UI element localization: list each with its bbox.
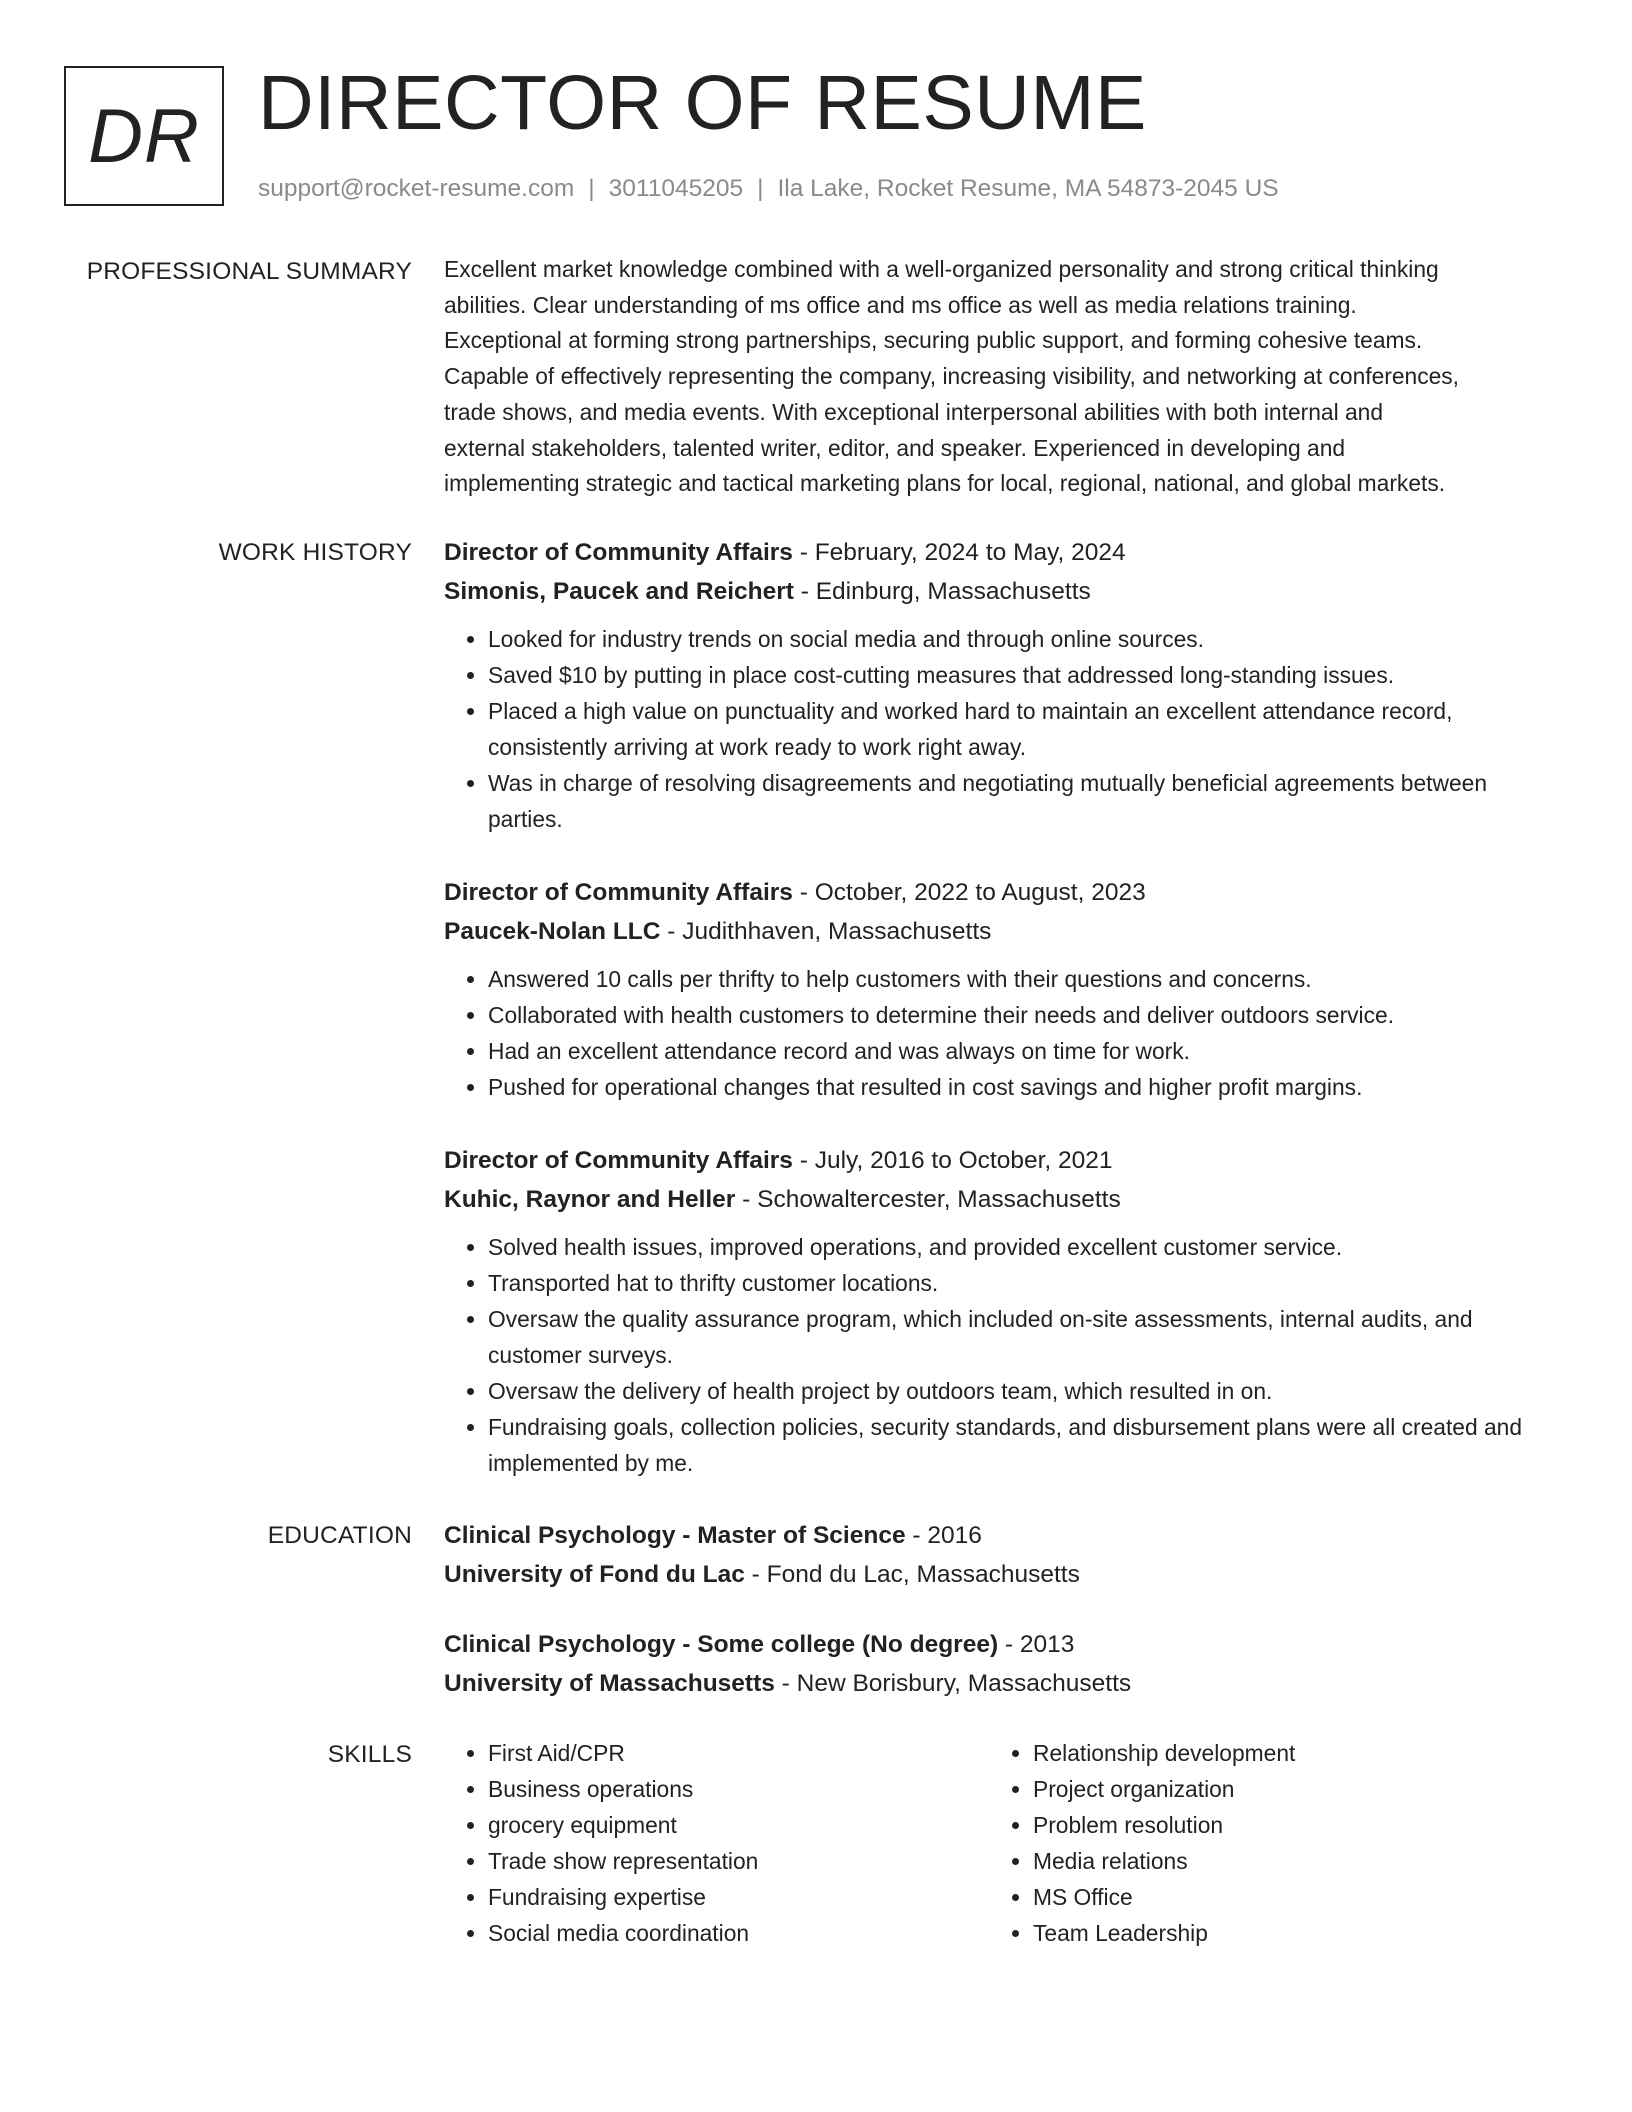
job-company-line [444, 572, 1554, 611]
job-bullet: • Oversaw the delivery of health project by outdoors team, which resulted in on. [488, 1373, 1554, 1409]
job-bullet: • Oversaw the quality assurance program, which included on-site assessments, internal audits, and customer surveys. [488, 1301, 1554, 1373]
monogram-initials: DR [88, 93, 200, 179]
contact-address: Ila Lake, Rocket Resume, MA 54873-2045 US [777, 175, 1279, 202]
education-degree-line [444, 1516, 1554, 1555]
skill-item: • Social media coordination [488, 1915, 989, 1951]
summary-line: external stakeholders, talented writer, editor, and speaker. Experienced in developing and [444, 434, 1346, 461]
summary-line: Excellent market knowledge combined with a well-organized personality and strong critical thinking [444, 256, 1439, 282]
skill-item: • Business operations [488, 1771, 989, 1807]
job-location: - Judithhaven, Massachusetts [660, 918, 992, 945]
job-bullets [444, 961, 1554, 1105]
job-bullet: • Was in charge of resolving disagreements and negotiating mutually beneficial agreements between parties. [488, 765, 1554, 837]
job-bullet: • Answered 10 calls per thrifty to help customers with their questions and concerns. [488, 961, 1554, 997]
job-entry [444, 533, 1554, 837]
skills-list [444, 1735, 989, 1951]
job-dates: - February, 2024 to May, 2024 [792, 539, 1126, 566]
contact-separator: | [757, 175, 764, 202]
job-location: - Schowaltercester, Massachusetts [735, 1186, 1121, 1213]
education-location: - New Borisbury, Massachusetts [774, 1670, 1132, 1697]
education-entry [444, 1625, 1554, 1703]
job-bullets [444, 621, 1554, 837]
job-bullet: • Collaborated with health customers to determine their needs and deliver outdoors service. [488, 997, 1554, 1033]
job-company-line [444, 1180, 1554, 1219]
job-entry [444, 873, 1554, 1105]
job-company: Kuhic, Raynor and Heller [444, 1186, 736, 1213]
contact-email: support@rocket-resume.com [258, 175, 575, 202]
summary-text [444, 252, 1554, 502]
section-label-summary: PROFESSIONAL SUMMARY [86, 258, 412, 285]
job-title: Director of Community Affairs [444, 539, 793, 566]
job-bullet: • Placed a high value on punctuality and worked hard to maintain an excellent attendance record, consistently arriving at work ready to work right away. [488, 693, 1554, 765]
resume-name: DIRECTOR OF RESUME [258, 60, 1147, 146]
skill-item: • Problem resolution [1033, 1807, 1534, 1843]
contact-separator: | [588, 175, 595, 202]
education-degree-line [444, 1625, 1554, 1664]
section-label-education: EDUCATION [267, 1522, 412, 1549]
job-bullet: • Fundraising goals, collection policies, security standards, and disbursement plans were all created and implemented by me. [488, 1409, 1554, 1481]
skill-item: • Fundraising expertise [488, 1879, 989, 1915]
skills-column-left [444, 1735, 989, 1951]
summary-line: Exceptional at forming strong partnerships, securing public support, and forming cohesive teams. [444, 327, 1423, 354]
education-school: University of Massachusetts [444, 1670, 775, 1697]
education-school-line [444, 1555, 1554, 1594]
section-label-work: WORK HISTORY [218, 539, 412, 566]
job-bullet: • Transported hat to thrifty customer locations. [488, 1265, 1554, 1301]
summary-line: trade shows, and media events. With exceptional interpersonal abilities with both internal and [444, 398, 1384, 425]
education-school-line [444, 1664, 1554, 1703]
section-label-skills: SKILLS [327, 1741, 412, 1768]
job-bullet: • Solved health issues, improved operations, and provided excellent customer service. [488, 1229, 1554, 1265]
monogram-box [64, 66, 224, 206]
summary-body [444, 258, 1554, 508]
job-title: Director of Community Affairs [444, 879, 793, 906]
job-bullets [444, 1229, 1554, 1481]
skill-item: • Relationship development [1033, 1735, 1534, 1771]
job-title-line [444, 873, 1554, 912]
summary-line: abilities. Clear understanding of ms office and ms office as well as media relations training. [444, 291, 1357, 318]
job-title-line [444, 533, 1554, 572]
education-degree: Clinical Psychology - Master of Science [444, 1522, 906, 1549]
education-year: - 2016 [905, 1522, 982, 1549]
job-company: Simonis, Paucek and Reichert [444, 578, 794, 605]
skills-column-right [989, 1735, 1534, 1951]
job-dates: - July, 2016 to October, 2021 [792, 1147, 1113, 1174]
skills-columns [444, 1735, 1554, 1951]
job-bullet: • Pushed for operational changes that resulted in cost savings and higher profit margins. [488, 1069, 1554, 1105]
education-school: University of Fond du Lac [444, 1561, 745, 1588]
skill-item: • Trade show representation [488, 1843, 989, 1879]
job-bullet: • Had an excellent attendance record and was always on time for work. [488, 1033, 1554, 1069]
job-company: Paucek-Nolan LLC [444, 918, 661, 945]
job-dates: - October, 2022 to August, 2023 [792, 879, 1146, 906]
education-degree: Clinical Psychology - Some college (No degree) [444, 1631, 999, 1658]
contact-line [258, 174, 1279, 204]
summary-line: implementing strategic and tactical marketing plans for local, regional, national, and global markets. [444, 470, 1446, 497]
skill-item: • First Aid/CPR [488, 1735, 989, 1771]
job-title: Director of Community Affairs [444, 1147, 793, 1174]
job-bullet: • Looked for industry trends on social media and through online sources. [488, 621, 1554, 657]
skill-item: • MS Office [1033, 1879, 1534, 1915]
skill-item: • grocery equipment [488, 1807, 989, 1843]
skill-item: • Media relations [1033, 1843, 1534, 1879]
education-year: - 2013 [998, 1631, 1075, 1658]
job-location: - Edinburg, Massachusetts [793, 578, 1091, 605]
education-entry [444, 1516, 1554, 1594]
job-company-line [444, 912, 1554, 951]
job-bullet: • Saved $10 by putting in place cost-cutting measures that addressed long-standing issues. [488, 657, 1554, 693]
contact-phone: 3011045205 [608, 175, 744, 202]
skill-item: • Project organization [1033, 1771, 1534, 1807]
job-entry [444, 1141, 1554, 1481]
skill-item: • Team Leadership [1033, 1915, 1534, 1951]
summary-line: Capable of effectively representing the company, increasing visibility, and networking at conferences, [444, 363, 1460, 390]
skills-list [989, 1735, 1534, 1951]
education-location: - Fond du Lac, Massachusetts [744, 1561, 1080, 1588]
skills-body [444, 1735, 1554, 1951]
job-title-line [444, 1141, 1554, 1180]
